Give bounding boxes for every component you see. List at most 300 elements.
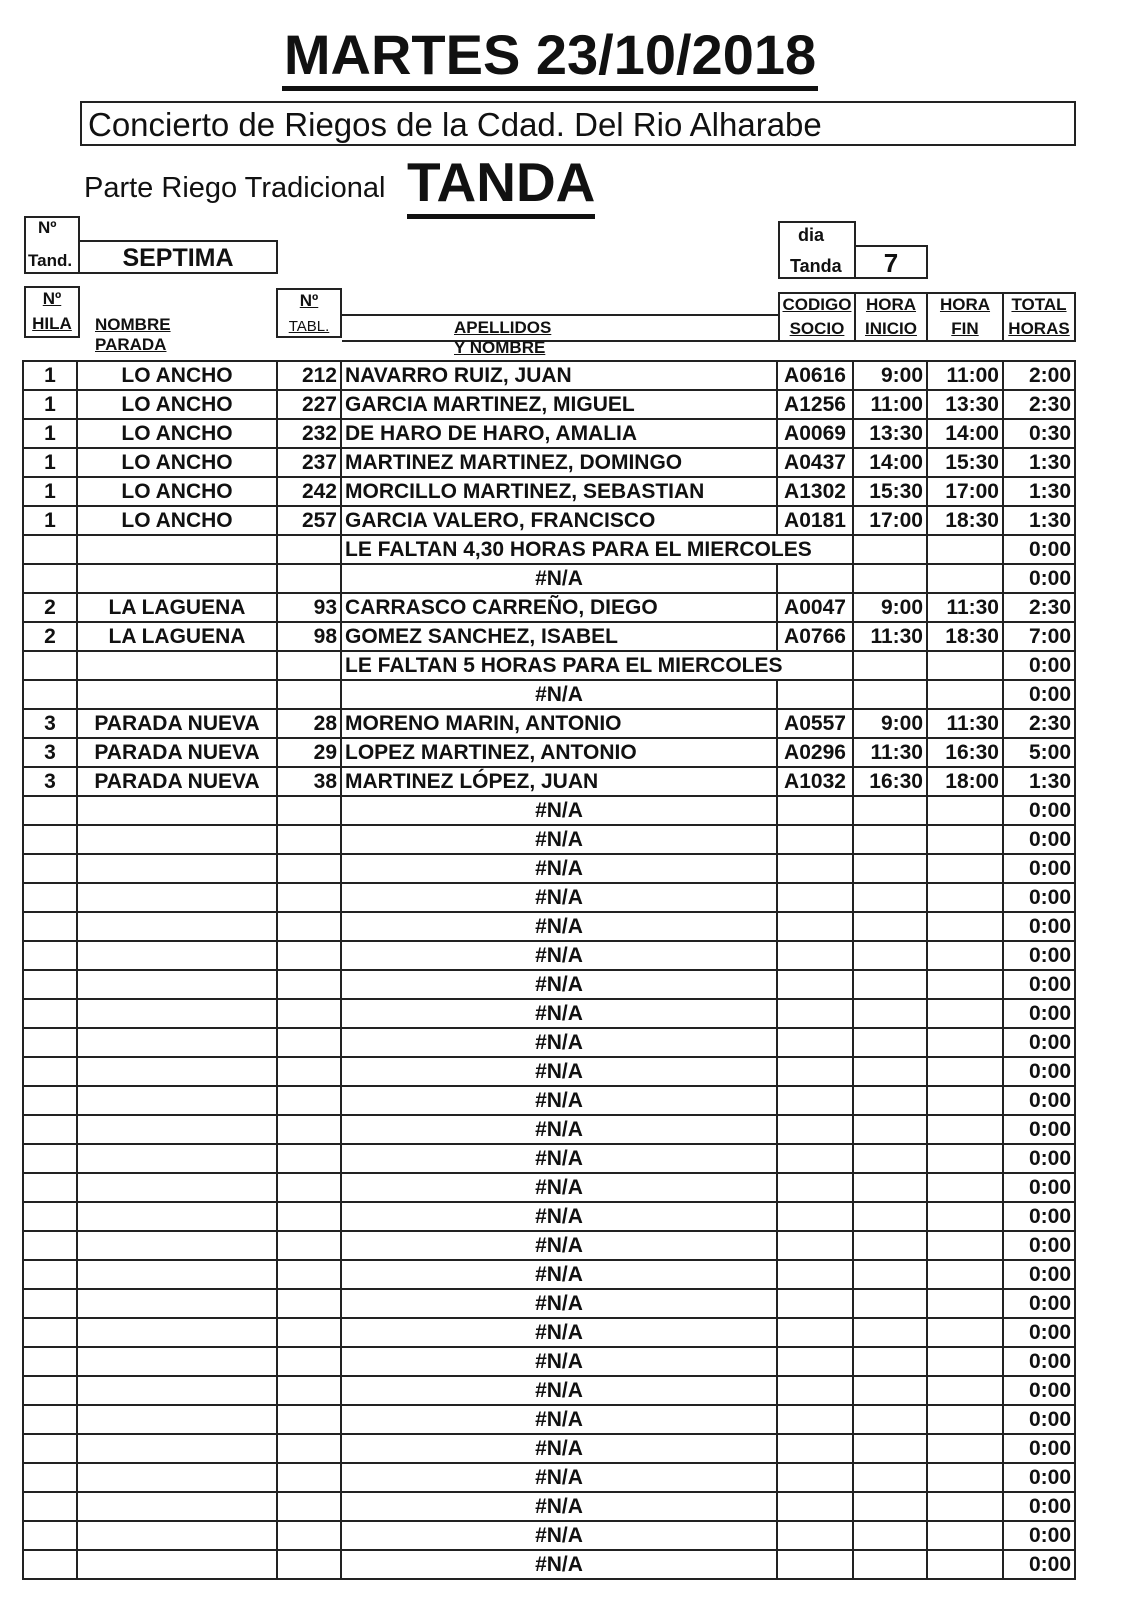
cell-hora-fin — [927, 825, 1003, 854]
cell-total: 0:00 — [1003, 854, 1075, 883]
cell-tabl — [277, 1347, 341, 1376]
cell-codigo — [777, 883, 853, 912]
table-row — [23, 651, 1075, 680]
table-row — [23, 448, 1075, 477]
table-row — [23, 767, 1075, 796]
cell-tabl — [277, 825, 341, 854]
cell-tabl — [277, 1405, 341, 1434]
cell-total: 0:00 — [1003, 1318, 1075, 1347]
table-row — [23, 506, 1075, 535]
cell-total: 0:00 — [1003, 1289, 1075, 1318]
cell-hora-inicio — [853, 1260, 927, 1289]
cell-hora-fin — [927, 680, 1003, 709]
cell-hora-fin: 16:30 — [927, 738, 1003, 767]
cell-nombre: #N/A — [341, 1173, 777, 1202]
cell-hora-inicio — [853, 1521, 927, 1550]
cell-hila — [23, 883, 77, 912]
cell-hila: 2 — [23, 593, 77, 622]
cell-total: 0:00 — [1003, 1521, 1075, 1550]
cell-parada — [77, 1144, 277, 1173]
cell-parada — [77, 1173, 277, 1202]
parte-label: Parte Riego Tradicional — [84, 172, 386, 204]
cell-total: 2:00 — [1003, 361, 1075, 390]
cell-hora-inicio — [853, 1376, 927, 1405]
cell-hora-fin — [927, 564, 1003, 593]
cell-tabl: 98 — [277, 622, 341, 651]
cell-hila — [23, 1202, 77, 1231]
cell-tabl: 237 — [277, 448, 341, 477]
cell-total: 7:00 — [1003, 622, 1075, 651]
cell-total: 0:00 — [1003, 1492, 1075, 1521]
cell-parada: PARADA NUEVA — [77, 709, 277, 738]
cell-hora-inicio — [853, 825, 927, 854]
cell-parada — [77, 564, 277, 593]
cell-nombre: #N/A — [341, 999, 777, 1028]
cell-tabl — [277, 1057, 341, 1086]
cell-parada: LO ANCHO — [77, 361, 277, 390]
subtitle-text: Concierto de Riegos de la Cdad. Del Rio Alharabe — [88, 106, 822, 143]
cell-parada — [77, 1086, 277, 1115]
table-row — [23, 535, 1075, 564]
cell-note: LE FALTAN 4,30 HORAS PARA EL MIERCOLES — [341, 535, 853, 564]
cell-tabl — [277, 680, 341, 709]
cell-codigo — [777, 999, 853, 1028]
cell-hila — [23, 854, 77, 883]
cell-hora-fin — [927, 1405, 1003, 1434]
cell-hora-fin — [927, 912, 1003, 941]
cell-hora-inicio: 9:00 — [853, 709, 927, 738]
cell-hora-inicio: 11:30 — [853, 622, 927, 651]
cell-nombre: MARTINEZ LÓPEZ, JUAN — [341, 767, 777, 796]
table-row — [23, 1260, 1075, 1289]
cell-nombre: #N/A — [341, 1260, 777, 1289]
cell-nombre: #N/A — [341, 941, 777, 970]
header-n-tabl-top: Nº — [299, 291, 319, 310]
cell-hora-fin — [927, 1434, 1003, 1463]
cell-parada: LO ANCHO — [77, 506, 277, 535]
table-row — [23, 796, 1075, 825]
cell-parada — [77, 1521, 277, 1550]
cell-hora-fin — [927, 1492, 1003, 1521]
cell-hora-inicio: 9:00 — [853, 593, 927, 622]
cell-hora-fin — [927, 1231, 1003, 1260]
cell-total: 0:00 — [1003, 680, 1075, 709]
cell-nombre: #N/A — [341, 564, 777, 593]
cell-hila — [23, 1173, 77, 1202]
cell-parada — [77, 970, 277, 999]
header-hora-inicio-top: HORA — [865, 295, 917, 314]
cell-hila — [23, 1376, 77, 1405]
cell-hora-inicio — [853, 1115, 927, 1144]
cell-nombre: #N/A — [341, 883, 777, 912]
cell-total: 0:00 — [1003, 651, 1075, 680]
header-total — [1002, 292, 1076, 342]
cell-total: 0:00 — [1003, 1231, 1075, 1260]
cell-hora-inicio — [853, 1347, 927, 1376]
cell-hila: 1 — [23, 477, 77, 506]
cell-nombre: #N/A — [341, 1057, 777, 1086]
cell-nombre: #N/A — [341, 1376, 777, 1405]
cell-tabl — [277, 970, 341, 999]
cell-total: 1:30 — [1003, 477, 1075, 506]
cell-hora-fin — [927, 1173, 1003, 1202]
cell-hora-inicio — [853, 564, 927, 593]
cell-hora-inicio: 14:00 — [853, 448, 927, 477]
cell-hora-fin — [927, 1347, 1003, 1376]
cell-tabl: 93 — [277, 593, 341, 622]
cell-parada — [77, 651, 277, 680]
cell-hora-inicio — [853, 1144, 927, 1173]
table-row — [23, 1550, 1075, 1579]
cell-hila — [23, 651, 77, 680]
cell-hila — [23, 1434, 77, 1463]
cell-codigo — [777, 680, 853, 709]
header-apellidos-line — [342, 314, 778, 342]
table-row — [23, 1376, 1075, 1405]
cell-hora-fin — [927, 535, 1003, 564]
cell-tabl — [277, 651, 341, 680]
cell-tabl — [277, 941, 341, 970]
header-hora-fin-bottom: FIN — [951, 319, 979, 338]
cell-parada: LA LAGUENA — [77, 622, 277, 651]
cell-hora-fin — [927, 970, 1003, 999]
cell-parada — [77, 535, 277, 564]
cell-tabl: 242 — [277, 477, 341, 506]
cell-nombre: #N/A — [341, 854, 777, 883]
cell-hila — [23, 1231, 77, 1260]
table-row — [23, 1086, 1075, 1115]
cell-total: 0:00 — [1003, 1173, 1075, 1202]
cell-hila — [23, 1463, 77, 1492]
cell-parada — [77, 1318, 277, 1347]
cell-codigo: A1032 — [777, 767, 853, 796]
cell-tabl — [277, 1521, 341, 1550]
cell-codigo: A1302 — [777, 477, 853, 506]
table-row — [23, 1289, 1075, 1318]
cell-codigo — [777, 941, 853, 970]
cell-total: 0:00 — [1003, 912, 1075, 941]
cell-hila — [23, 1260, 77, 1289]
table-row — [23, 1144, 1075, 1173]
cell-total: 0:00 — [1003, 1434, 1075, 1463]
cell-hora-inicio — [853, 883, 927, 912]
cell-codigo: A0047 — [777, 593, 853, 622]
cell-hora-inicio — [853, 1463, 927, 1492]
cell-hora-inicio: 15:30 — [853, 477, 927, 506]
cell-hora-inicio: 17:00 — [853, 506, 927, 535]
cell-nombre: NAVARRO RUIZ, JUAN — [341, 361, 777, 390]
table-row — [23, 564, 1075, 593]
cell-hila — [23, 1521, 77, 1550]
cell-codigo — [777, 1376, 853, 1405]
cell-total: 0:00 — [1003, 883, 1075, 912]
header-hora-inicio — [854, 292, 928, 342]
table-row — [23, 1318, 1075, 1347]
cell-codigo — [777, 1086, 853, 1115]
cell-hora-fin — [927, 1550, 1003, 1579]
dia-value: 7 — [883, 248, 899, 278]
cell-total: 0:00 — [1003, 941, 1075, 970]
cell-codigo — [777, 1318, 853, 1347]
cell-hora-inicio — [853, 1405, 927, 1434]
cell-parada — [77, 1028, 277, 1057]
cell-hila: 3 — [23, 767, 77, 796]
table-row — [23, 1434, 1075, 1463]
cell-parada: PARADA NUEVA — [77, 738, 277, 767]
subtitle-box — [80, 101, 1076, 146]
cell-hora-fin: 14:00 — [927, 419, 1003, 448]
page-title-text: MARTES 23/10/2018 — [282, 23, 818, 91]
cell-total: 0:00 — [1003, 796, 1075, 825]
cell-codigo: A0181 — [777, 506, 853, 535]
cell-codigo — [777, 1115, 853, 1144]
cell-codigo: A0766 — [777, 622, 853, 651]
cell-nombre: GARCIA VALERO, FRANCISCO — [341, 506, 777, 535]
table-row — [23, 1057, 1075, 1086]
cell-codigo — [777, 1144, 853, 1173]
cell-hora-fin — [927, 1202, 1003, 1231]
cell-hila: 1 — [23, 506, 77, 535]
cell-tabl — [277, 796, 341, 825]
dia-tanda-box — [778, 221, 856, 279]
cell-parada — [77, 854, 277, 883]
cell-nombre: MORCILLO MARTINEZ, SEBASTIAN — [341, 477, 777, 506]
cell-total: 0:00 — [1003, 1376, 1075, 1405]
cell-tabl — [277, 1173, 341, 1202]
header-hora-fin — [926, 292, 1004, 342]
cell-codigo — [777, 1550, 853, 1579]
cell-tabl: 28 — [277, 709, 341, 738]
cell-codigo — [777, 1434, 853, 1463]
cell-codigo — [777, 1173, 853, 1202]
cell-codigo: A0437 — [777, 448, 853, 477]
cell-total: 2:30 — [1003, 593, 1075, 622]
table-row — [23, 1231, 1075, 1260]
table-row — [23, 1463, 1075, 1492]
cell-hila — [23, 1057, 77, 1086]
header-n-tabl-bottom: TABL. — [288, 318, 330, 335]
tand-number-box — [24, 216, 80, 274]
cell-nombre: #N/A — [341, 680, 777, 709]
header-codigo-top: CODIGO — [782, 295, 852, 314]
cell-tabl — [277, 854, 341, 883]
table-row — [23, 883, 1075, 912]
cell-hila — [23, 1405, 77, 1434]
cell-nombre: MARTINEZ MARTINEZ, DOMINGO — [341, 448, 777, 477]
table-row — [23, 477, 1075, 506]
cell-hora-inicio — [853, 854, 927, 883]
header-hora-fin-top: HORA — [939, 295, 991, 314]
header-codigo-bottom: SOCIO — [789, 319, 845, 338]
cell-nombre: LOPEZ MARTINEZ, ANTONIO — [341, 738, 777, 767]
cell-tabl: 227 — [277, 390, 341, 419]
cell-hora-inicio: 11:00 — [853, 390, 927, 419]
cell-hora-inicio — [853, 1492, 927, 1521]
cell-nombre: #N/A — [341, 796, 777, 825]
cell-codigo — [777, 1028, 853, 1057]
cell-note: LE FALTAN 5 HORAS PARA EL MIERCOLES — [341, 651, 853, 680]
header-n-tabl — [276, 288, 342, 338]
cell-nombre: #N/A — [341, 1492, 777, 1521]
tand-n-label: Nº — [38, 218, 57, 237]
cell-hora-inicio — [853, 796, 927, 825]
cell-hila: 3 — [23, 709, 77, 738]
cell-codigo: A0069 — [777, 419, 853, 448]
cell-nombre: #N/A — [341, 1144, 777, 1173]
cell-hora-fin — [927, 1289, 1003, 1318]
cell-parada — [77, 1347, 277, 1376]
cell-parada — [77, 1492, 277, 1521]
cell-hora-fin — [927, 1318, 1003, 1347]
header-total-top: TOTAL — [1011, 295, 1067, 314]
cell-hora-fin: 13:30 — [927, 390, 1003, 419]
cell-tabl — [277, 1550, 341, 1579]
cell-total: 0:30 — [1003, 419, 1075, 448]
cell-codigo — [777, 1405, 853, 1434]
table-row — [23, 1521, 1075, 1550]
cell-hila — [23, 912, 77, 941]
cell-tabl — [277, 1260, 341, 1289]
header-hora-inicio-bottom: INICIO — [865, 319, 917, 338]
cell-hora-fin — [927, 1260, 1003, 1289]
table-row — [23, 1405, 1075, 1434]
table-row — [23, 999, 1075, 1028]
cell-nombre: #N/A — [341, 1521, 777, 1550]
cell-codigo — [777, 1289, 853, 1318]
cell-tabl: 232 — [277, 419, 341, 448]
cell-total: 0:00 — [1003, 535, 1075, 564]
riego-table — [22, 360, 1076, 1580]
cell-parada: LO ANCHO — [77, 419, 277, 448]
cell-tabl: 257 — [277, 506, 341, 535]
cell-hora-fin — [927, 854, 1003, 883]
cell-hila — [23, 1028, 77, 1057]
cell-parada — [77, 1376, 277, 1405]
cell-hora-fin: 11:30 — [927, 709, 1003, 738]
cell-hora-inicio: 9:00 — [853, 361, 927, 390]
cell-parada: LO ANCHO — [77, 390, 277, 419]
cell-hila — [23, 1492, 77, 1521]
cell-hila: 1 — [23, 419, 77, 448]
cell-hora-inicio: 11:30 — [853, 738, 927, 767]
header-n-hila — [24, 286, 80, 338]
cell-hora-fin — [927, 1521, 1003, 1550]
cell-codigo — [777, 970, 853, 999]
cell-hora-fin: 15:30 — [927, 448, 1003, 477]
tanda-heading: TANDA — [407, 150, 595, 219]
cell-nombre: #N/A — [341, 1347, 777, 1376]
cell-total: 0:00 — [1003, 1550, 1075, 1579]
table-row — [23, 709, 1075, 738]
cell-codigo: A0616 — [777, 361, 853, 390]
cell-total: 0:00 — [1003, 1347, 1075, 1376]
table-row — [23, 680, 1075, 709]
table-row — [23, 825, 1075, 854]
cell-nombre: GOMEZ SANCHEZ, ISABEL — [341, 622, 777, 651]
table-body — [23, 361, 1075, 1579]
cell-total: 1:30 — [1003, 767, 1075, 796]
cell-codigo: A0557 — [777, 709, 853, 738]
cell-nombre: #N/A — [341, 1202, 777, 1231]
cell-codigo — [777, 796, 853, 825]
cell-total: 0:00 — [1003, 1202, 1075, 1231]
header-nombre-parada: NOMBRE PARADA — [95, 315, 171, 354]
cell-nombre: #N/A — [341, 1318, 777, 1347]
cell-codigo — [777, 1521, 853, 1550]
cell-hila: 3 — [23, 738, 77, 767]
cell-hila — [23, 825, 77, 854]
cell-hila: 1 — [23, 390, 77, 419]
cell-hora-inicio: 16:30 — [853, 767, 927, 796]
cell-tabl: 38 — [277, 767, 341, 796]
cell-parada: LO ANCHO — [77, 477, 277, 506]
cell-parada: LA LAGUENA — [77, 593, 277, 622]
cell-parada — [77, 1550, 277, 1579]
cell-parada — [77, 1405, 277, 1434]
cell-total: 2:30 — [1003, 709, 1075, 738]
cell-tabl — [277, 999, 341, 1028]
cell-parada: PARADA NUEVA — [77, 767, 277, 796]
cell-hila — [23, 1289, 77, 1318]
cell-nombre: #N/A — [341, 912, 777, 941]
cell-parada — [77, 1463, 277, 1492]
cell-hora-inicio — [853, 1028, 927, 1057]
tand-value-box — [78, 240, 278, 274]
cell-hila — [23, 564, 77, 593]
cell-codigo — [777, 564, 853, 593]
cell-codigo: A0296 — [777, 738, 853, 767]
cell-parada — [77, 680, 277, 709]
cell-tabl — [277, 912, 341, 941]
table-row — [23, 738, 1075, 767]
cell-tabl — [277, 1376, 341, 1405]
cell-codigo — [777, 854, 853, 883]
table-row — [23, 912, 1075, 941]
cell-codigo — [777, 912, 853, 941]
cell-hora-inicio — [853, 1231, 927, 1260]
cell-parada — [77, 1289, 277, 1318]
table-row — [23, 1492, 1075, 1521]
cell-parada — [77, 999, 277, 1028]
cell-nombre: MORENO MARIN, ANTONIO — [341, 709, 777, 738]
cell-nombre: #N/A — [341, 1115, 777, 1144]
cell-tabl: 29 — [277, 738, 341, 767]
cell-total: 0:00 — [1003, 999, 1075, 1028]
cell-hora-fin — [927, 1115, 1003, 1144]
cell-hora-fin — [927, 1086, 1003, 1115]
cell-total: 0:00 — [1003, 1057, 1075, 1086]
cell-tabl — [277, 1492, 341, 1521]
cell-total: 0:00 — [1003, 1463, 1075, 1492]
cell-nombre: #N/A — [341, 1086, 777, 1115]
cell-total: 0:00 — [1003, 1260, 1075, 1289]
cell-parada — [77, 912, 277, 941]
cell-nombre: #N/A — [341, 1463, 777, 1492]
cell-parada — [77, 1202, 277, 1231]
table-row — [23, 622, 1075, 651]
cell-tabl — [277, 1028, 341, 1057]
cell-nombre: CARRASCO CARREÑO, DIEGO — [341, 593, 777, 622]
cell-hora-fin — [927, 1144, 1003, 1173]
cell-hora-fin — [927, 651, 1003, 680]
cell-hora-inicio — [853, 535, 927, 564]
cell-codigo: A1256 — [777, 390, 853, 419]
cell-codigo — [777, 1492, 853, 1521]
cell-tabl — [277, 1231, 341, 1260]
cell-codigo — [777, 1057, 853, 1086]
cell-hila — [23, 1550, 77, 1579]
cell-total: 0:00 — [1003, 1405, 1075, 1434]
